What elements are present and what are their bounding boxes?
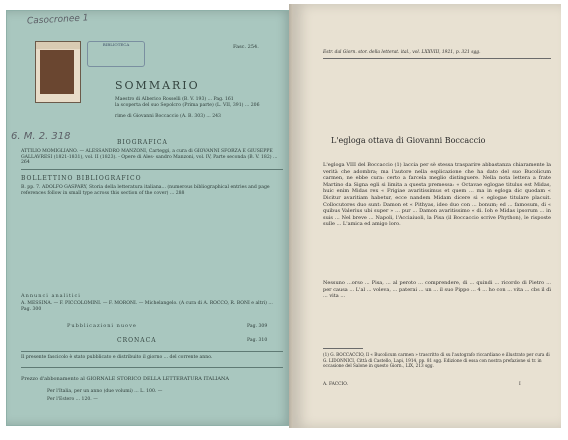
divider (21, 367, 283, 368)
section-annunci: Annunci analitici (21, 293, 81, 299)
bookplate-image (40, 50, 74, 94)
toc-top: Maestro di Alberico Rosselli (B. V. 193) ... Pag. 161 la scoperta del suo Sepolcro (Prima parte) (L. VII, 391) ... 206 rime di Giovanni Boccaccio (A. B. 303) ... 243 (115, 97, 260, 119)
divider (21, 351, 283, 352)
footer-page-number: I (519, 382, 521, 387)
journal-cover (6, 10, 293, 426)
article-body-continued: Nessuno ...orso ... Pisa, ... al peroto ... comprendere, di ... quindi ... ricordo di Pietro ... per causa ... L'al ... voleva, ... paterai ... un ... il suo Pippo ... 4 ... ho con ... vita ... cbs il dì ... vita ... (323, 280, 553, 300)
price-title: Prezzo d'abbonamento al GIORNALE STORICO DELLA LETTERATURA ITALIANA (21, 376, 229, 382)
article-page (293, 4, 561, 428)
bookplate-band (36, 42, 80, 49)
section-biografica: BIOGRAFICA (117, 139, 168, 146)
section-cronaca-page: Pag. 310 (247, 338, 268, 343)
section-bollettino: BOLLETTINO BIBLIOGRAFICO (21, 175, 142, 182)
pencil-note-top: Casocronee 1 (26, 13, 89, 27)
cover-note: Il presente fascicolo è stato pubblicato e distribuito il giorno ... del corrente anno. (21, 355, 213, 360)
section-pubblicazioni: Pubblicazioni nuove (67, 323, 137, 329)
section-annunci-body: A. MESSINA. — F. PICCOLOMINI. — F. MORONI. — Michelangelo. (A cura di A. ROCCO, R. BONI e altri) ... Pag. 300 (21, 301, 275, 312)
section-bollettino-body: B. pp. 7. ADOLFO GASPARY, Storia della letteratura italiana... (numerous bibliographical entries and page references follow in small type across this section of the cover) ... 288 (21, 185, 272, 196)
header-rule (323, 58, 551, 59)
bookplate (35, 41, 81, 103)
page-header: Estr. dal Giorn. stor. della letterat. ital., vol. LXXVIII, 1921, p. 321 sgg. (323, 50, 481, 55)
page-label: Fasc. 254. (233, 44, 259, 50)
cover-title: SOMMARIO (115, 79, 200, 92)
article-body: L'egloga VIII del Boccaccio (1) laccia per sè stessa trasparire abbastanza chiaramente la verità che adombra; ma l'autore nella esplicazione che ha dato del suo Bucolicum carmen, ne ebbe cura: certo a farcela meglio distinguere. Nella nota lettera a frate Martino da Signa egli si limita a questa premessa: « Octavae eglogae titulus est Midas, huic enim Midas rex « Frigiae avaritissimus et quem ... ma in egloga dic quodam « Dicitur avaritiam habetur, ecce nandem Midam dicere si « eglogae titulare placuit. Collocutores duo sunt: Damon et « Pithyas, ideo duo con ... bonum; ed ... famosum, di « quibus Valerius ubi super » ... pur ... Damon avaritissimo « di. Ioh e Midas ipsorum ... in suis ... Nel breve ... Napoli, l'Acciaiuoli, la Pisa (il Boccaccio scrive Phython), le risposte sulle ... L'amica ed amigo loro. (323, 162, 553, 228)
library-stamp: BIBLIOTECA (87, 41, 145, 67)
divider (21, 169, 283, 170)
price-line-italy: Per l'Italia, per un anno (due volumi) ... L. 100. — (47, 389, 163, 394)
section-pubblicazioni-page: Pag. 309 (247, 324, 268, 329)
section-biografica-body: ATTILIO MOMIGLIANO. — ALESSANDRO MANZONI, Carteggi, a cura di GIOVANNI SFORZA E GIUSEPPE GALLAVRESI (1821-1831), vol. II (1823). - Opere di Ales- sandro Manzoni, vol. IV, Parte seconda (B. V. 182) ... 264 (21, 149, 279, 166)
price-line-abroad: Per l'Estero ... 120. — (47, 397, 98, 402)
book-spread (6, 4, 561, 428)
footer-author: A. FACCIO. (323, 382, 348, 387)
section-cronaca: CRONACA (117, 337, 157, 344)
article-title: L'egloga ottava di Giovanni Boccaccio (331, 136, 486, 145)
pencil-note-left: 6. M. 2. 318 (11, 131, 71, 142)
footnote: (1) G. BOCCACCIO, Il « Bucolicum carmen » trascritto di su l'autografo riccardiano e illustrato per cura di G. LIDONNICI, Città di Castello, Lapi, 1914, pp. 81 sgg. Edizione di essa con nostra prefazione si tr. in occasione del Salone in questo Giorn., LIX, 213 sgg. (323, 352, 552, 369)
footnote-rule (323, 348, 363, 349)
